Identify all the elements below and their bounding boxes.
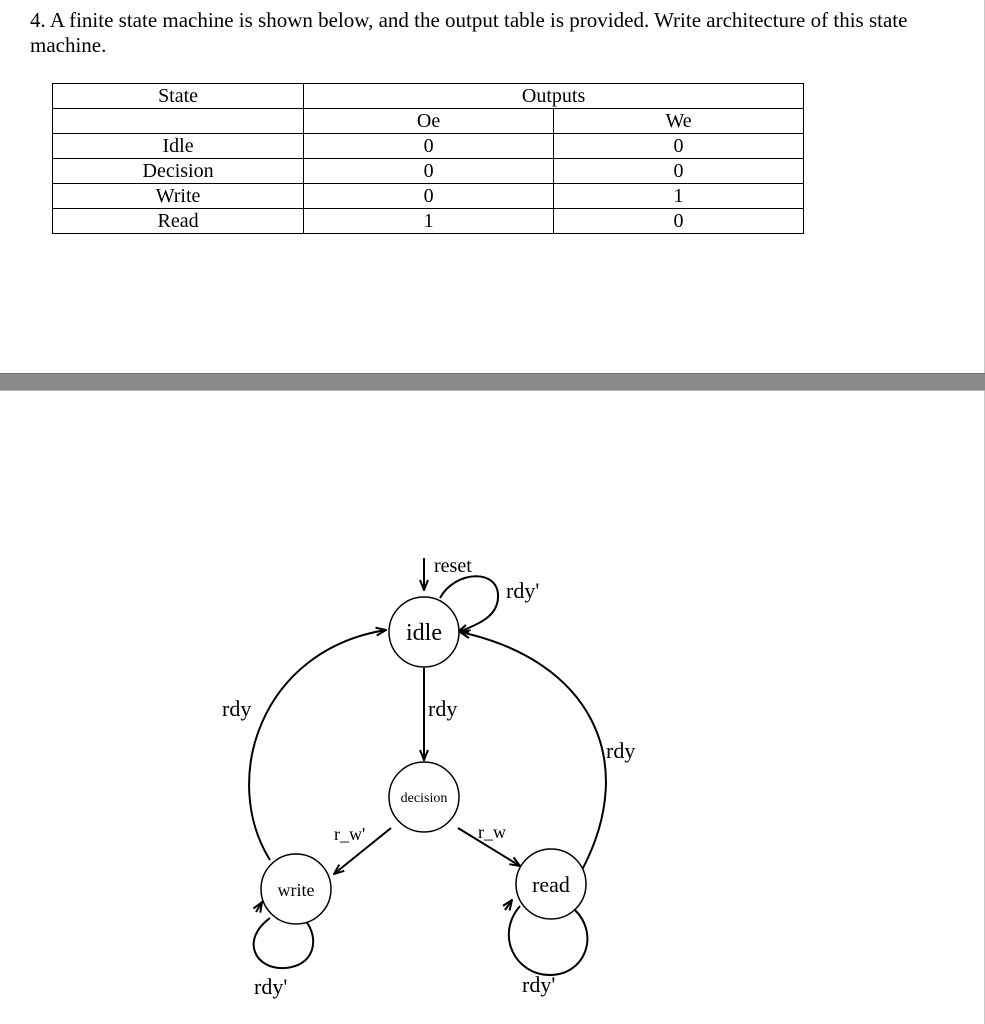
oe-cell: 0 — [304, 159, 554, 184]
read-self-loop-arrowhead — [505, 900, 512, 910]
idle-state-label: idle — [406, 620, 442, 646]
table-row — [53, 209, 804, 234]
idle-to-decision-label: rdy — [428, 696, 458, 721]
reset-label: reset — [434, 555, 472, 577]
table-row — [53, 134, 804, 159]
empty-cell — [53, 109, 304, 134]
we-cell: 1 — [554, 184, 804, 209]
we-header: We — [554, 109, 804, 134]
table-subheader-row — [53, 109, 804, 134]
oe-cell: 1 — [304, 209, 554, 234]
we-cell: 0 — [554, 209, 804, 234]
decision-to-write-label: r_w' — [334, 824, 366, 844]
oe-cell: 0 — [304, 184, 554, 209]
oe-cell: 0 — [304, 134, 554, 159]
idle-self-label: rdy' — [506, 578, 540, 603]
read-state-label: read — [532, 872, 570, 897]
output-table — [52, 83, 804, 234]
question-body: A finite state machine is shown below, and the output table is provided. Write architecture of this state machine. — [30, 8, 908, 57]
write-self-label: rdy' — [254, 974, 288, 999]
we-cell: 0 — [554, 159, 804, 184]
state-diagram — [0, 390, 985, 1024]
outputs-header: Outputs — [304, 84, 804, 109]
write-state-label: write — [277, 880, 315, 900]
state-cell: Read — [53, 209, 304, 234]
state-cell: Decision — [53, 159, 304, 184]
decision-to-read-label: r_w — [478, 822, 506, 842]
write-to-idle-label: rdy — [222, 696, 252, 721]
table-header-row — [53, 84, 804, 109]
we-cell: 0 — [554, 134, 804, 159]
oe-header: Oe — [304, 109, 554, 134]
table-row — [53, 184, 804, 209]
write-to-idle-arrow — [249, 630, 386, 860]
read-self-label: rdy' — [522, 972, 556, 997]
write-self-loop-arrowhead — [256, 902, 262, 912]
question-text — [30, 8, 930, 58]
state-cell: Idle — [53, 134, 304, 159]
table-row — [53, 159, 804, 184]
state-cell: Write — [53, 184, 304, 209]
write-self-loop — [254, 918, 314, 968]
read-to-idle-label: rdy — [606, 738, 636, 763]
question-number: 4. — [30, 8, 46, 32]
state-header: State — [53, 84, 304, 109]
decision-state-label: decision — [400, 791, 448, 806]
page-divider-bar — [0, 373, 985, 391]
